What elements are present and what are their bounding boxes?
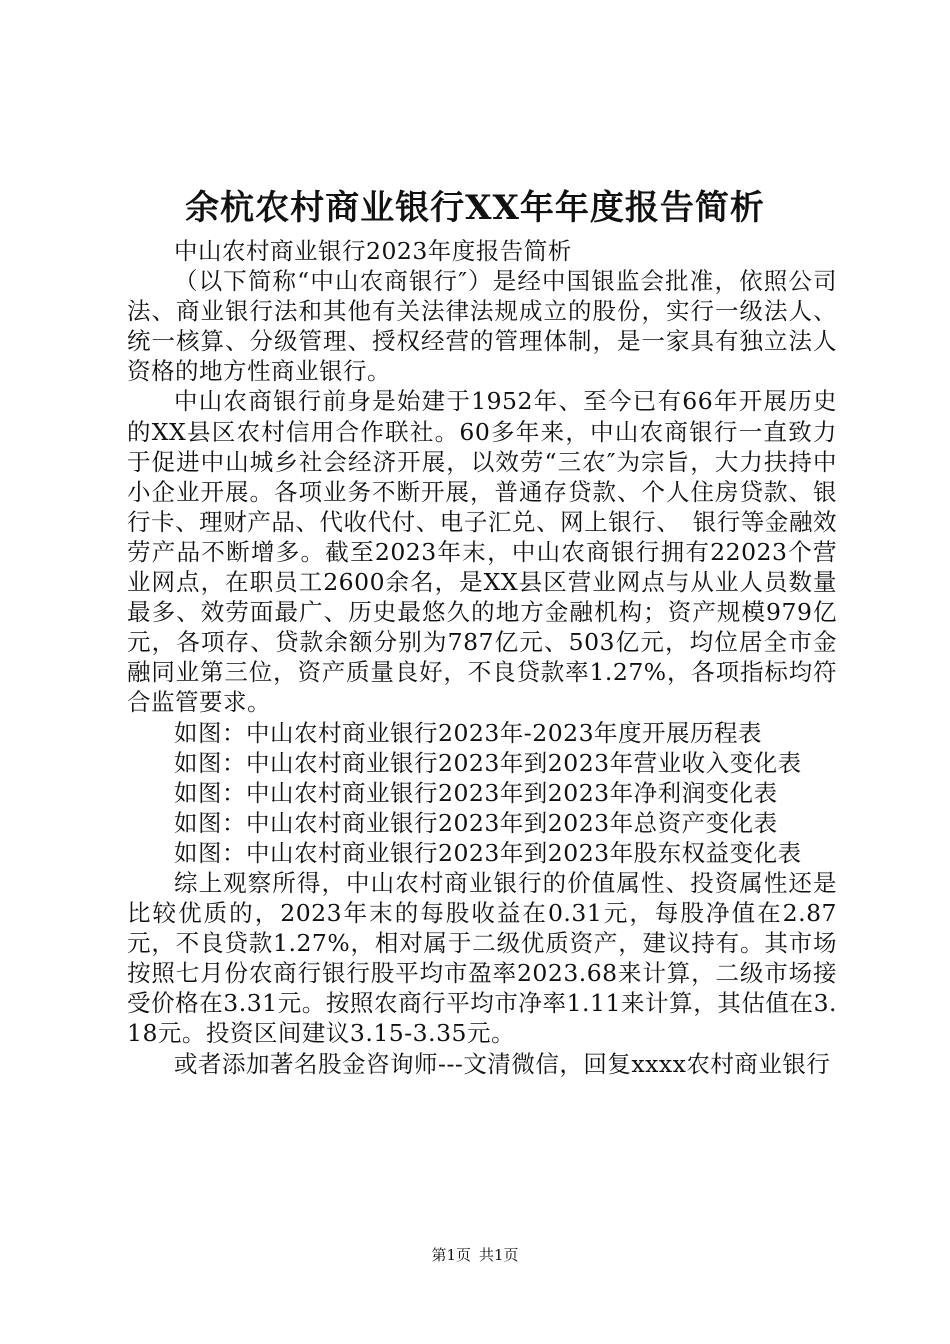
paragraph-subtitle: 中山农村商业银行2023年度报告简析 (174, 237, 572, 265)
document-body (127, 236, 837, 1079)
paragraph-conclusion: 综上观察所得，中山农村商业银行的价值属性、投资属性还是比较优质的，2023年末的每股收益在0.31元，每股净值在2.87元，不良贷款1.27%，相对属于二级优质资产，建议持有。其市场按照七月份农商行银行股平均市盈率2023.68来计算，二级市场接受价格在3.31元。按照农商行平均市净率1.11来计算，其估值在3.18元。投资区间建议3.15-3.35元。 (127, 868, 837, 1048)
paragraph-history: 中山农商银行前身是始建于1952年、至今已有66年开展历史的XX县区农村信用合作联社。60多年来，中山农商银行一直致力于促进中山城乡社会经济开展，以效劳“三农″为宗旨，大力扶持中小企业开展。各项业务不断开展，普通存贷款、个人住房贷款、银行卡、理财产品、代收代付、电子汇兑、网上银行、 银行等金融效劳产品不断增多。截至2023年末，中山农商银行拥有22023个营业网点，在职员工2600余名，是XX县区营业网点与从业人员数量最多、效劳面最广、历史最悠久的地方金融机构；资产规模979亿元，各项存、贷款余额分别为787亿元、503亿元，均位居全市金融同业第三位，资产质量良好，不良贷款率1.27%，各项指标均符合监管要求。 (127, 387, 837, 717)
page-number: 第1页 (431, 1246, 471, 1264)
document-title: 余杭农村商业银行XX年年度报告简析 (185, 188, 765, 228)
figure-caption-history: 如图：中山农村商业银行2023年-2023年度开展历程表 (174, 718, 763, 747)
paragraph-contact: 或者添加著名股金咨询师---文清微信，回复xxxx农村商业银行 (174, 1049, 831, 1078)
figure-caption-equity: 如图：中山农村商业银行2023年到2023年股东权益变化表 (174, 838, 802, 867)
figure-caption-revenue: 如图：中山农村商业银行2023年到2023年营业收入变化表 (174, 748, 802, 777)
figure-caption-total-assets: 如图：中山农村商业银行2023年到2023年总资产变化表 (174, 808, 778, 837)
figure-caption-net-profit: 如图：中山农村商业银行2023年到2023年净利润变化表 (174, 778, 778, 807)
page-footer (0, 1245, 950, 1265)
page-total: 共1页 (479, 1246, 519, 1264)
paragraph-intro: （以下简称“中山农商银行″）是经中国银监会批准，依照公司法、商业银行法和其他有关法律法规成立的股份，实行一级法人、统一核算、分级管理、授权经营的管理体制，是一家具有独立法人资格的地方性商业银行。 (127, 267, 837, 386)
